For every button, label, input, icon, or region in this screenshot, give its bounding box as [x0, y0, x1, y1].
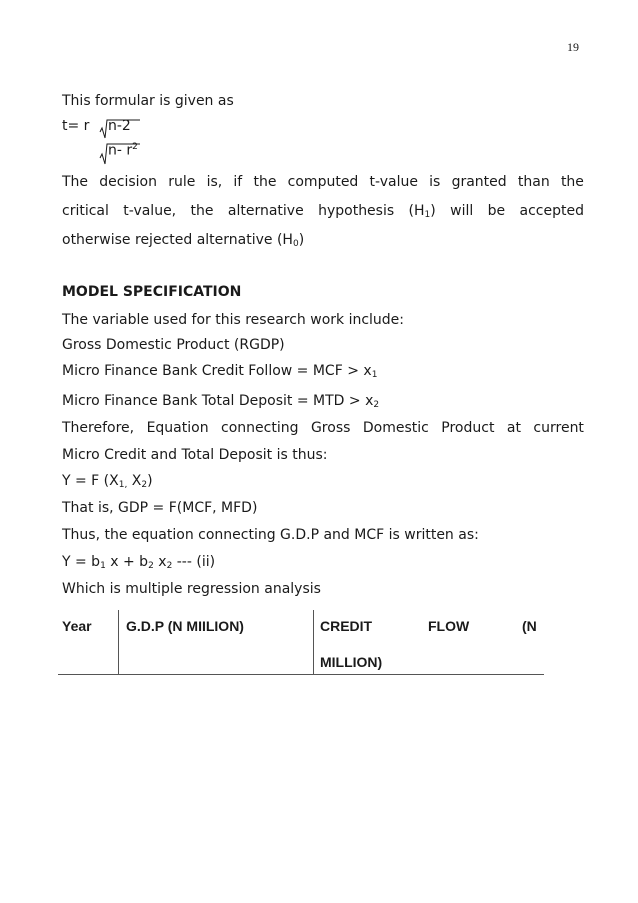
mtd-definition: Micro Finance Bank Total Deposit = MTD > x — [62, 393, 374, 409]
intro-line: This formular is given as — [62, 93, 234, 109]
word: Gross — [310, 420, 351, 436]
word: Therefore, — [62, 420, 135, 436]
eq-b2: x + b — [105, 554, 149, 570]
x2-sub: 2 — [141, 480, 148, 490]
model-line-7 — [62, 472, 153, 494]
word: Domestic — [362, 420, 429, 436]
decision-word: is, — [206, 174, 223, 190]
model-line-8: That is, GDP = F(MCF, MFD) — [62, 500, 258, 516]
b2-sub: 2 — [148, 561, 154, 571]
col-credit-flow-1: CREDIT — [320, 618, 373, 634]
decision-word: granted — [451, 174, 507, 190]
h0-subscript: 0 — [292, 239, 299, 249]
model-line-3 — [62, 362, 377, 384]
decision-line-3 — [62, 231, 304, 253]
decision-word: than — [517, 174, 550, 190]
model-line-9: Thus, the equation connecting G.D.P and MCF is written as: — [62, 527, 479, 543]
word: current — [533, 420, 584, 436]
col-gdp: G.D.P (N MIILION) — [126, 618, 244, 634]
decision-word: is — [429, 174, 441, 190]
eq-x2: X — [127, 473, 142, 489]
x1-subscript: 1 — [371, 370, 378, 380]
decision-word: computed — [287, 174, 359, 190]
formula-denominator — [108, 142, 138, 159]
column-divider — [118, 610, 119, 674]
decision-line-1 — [62, 173, 584, 191]
col-credit-flow-2: FLOW — [428, 618, 470, 634]
col-year: Year — [62, 618, 92, 634]
word: Equation — [146, 420, 209, 436]
decision-line-2-end: ) will be accepted — [430, 203, 584, 219]
decision-word: the — [560, 174, 584, 190]
x-sub: 2 — [166, 561, 173, 571]
word: connecting — [221, 420, 299, 436]
col-credit-flow-unit: MILLION) — [320, 654, 383, 670]
x1-sub: 1, — [118, 480, 128, 490]
decision-word: decision — [99, 174, 157, 190]
eq-b1: Y = b — [62, 554, 101, 570]
decision-line-3-text: otherwise rejected alternative (H — [62, 232, 293, 248]
decision-line-2 — [62, 202, 584, 224]
eq-close: ) — [147, 473, 153, 489]
model-line-4 — [62, 392, 379, 414]
t-statistic-formula — [62, 118, 182, 178]
model-line-2: Gross Domestic Product (RGDP) — [62, 337, 285, 353]
decision-word: the — [253, 174, 277, 190]
formula-exponent: 2 — [132, 142, 138, 152]
decision-word: rule — [168, 174, 196, 190]
eq-y-f: Y = F (X — [62, 473, 119, 489]
decision-word: The — [62, 174, 89, 190]
decision-word: t-value — [369, 174, 418, 190]
word: Product — [441, 420, 495, 436]
model-line-6: Micro Credit and Total Deposit is thus: — [62, 447, 328, 463]
mcf-definition: Micro Finance Bank Credit Follow = MCF > x — [62, 363, 372, 379]
model-line-10 — [62, 553, 215, 575]
x2-subscript: 2 — [373, 400, 380, 410]
formula-numerator: n-2 — [108, 118, 131, 134]
b1-sub: 1 — [100, 561, 106, 571]
column-divider — [313, 610, 314, 674]
model-line-11: Which is multiple regression analysis — [62, 581, 321, 597]
col-credit-flow-3: (N — [522, 618, 537, 634]
model-line-5 — [62, 419, 584, 437]
decision-line-3-end: ) — [298, 232, 305, 248]
model-line-1: The variable used for this research work include: — [62, 312, 405, 328]
decision-word: if — [233, 174, 243, 190]
eq-label: --- (ii) — [172, 554, 216, 570]
table-header — [58, 610, 544, 675]
formula-lhs: t= r — [62, 118, 90, 134]
page-number: 19 — [567, 40, 579, 54]
eq-x: x — [153, 554, 167, 570]
decision-line-2-text: critical t-value, the alternative hypothesis (H — [62, 203, 425, 219]
h1-subscript: 1 — [424, 210, 431, 220]
formula-denominator-base: n- r — [108, 142, 133, 159]
word: at — [506, 420, 521, 436]
section-heading: MODEL SPECIFICATION — [62, 284, 242, 300]
